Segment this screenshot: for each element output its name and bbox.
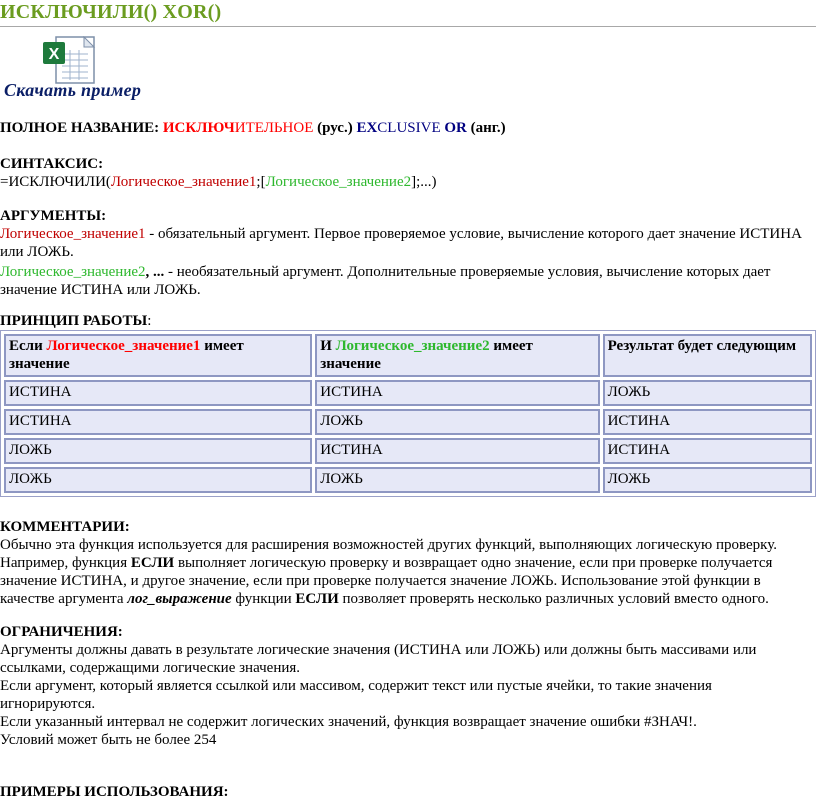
argument-2-dots: , ...: [145, 264, 165, 280]
syntax-arg1: Логическое_значение1: [110, 174, 257, 190]
full-name-ru-bold: ИСКЛЮЧ: [162, 120, 235, 136]
limit-line-4: Условий может быть не более 254: [0, 732, 217, 748]
truth-table-header: [4, 334, 812, 377]
limit-line-1: Аргументы должны давать в результате логические значения (ИСТИНА или ЛОЖЬ) или должны быть массивами или ссылками, содержащими логические значения.: [0, 642, 757, 676]
syntax-formula: [0, 173, 437, 191]
download-example-link[interactable]: Скачать пример: [4, 80, 142, 100]
argument-2-text: - необязательный аргумент. Дополнительные проверяемые условия, вычисление которых дает значение ИСТИНА или ЛОЖЬ.: [0, 264, 771, 298]
comments-part-2: выполняет логическую проверку и возвращает одно значение, если при проверке получается значение ИСТИНА, и другое значение, если при проверке получается значение ЛОЖЬ. Использование этой функции в качестве аргумента: [0, 555, 773, 607]
limit-line-2: Если аргумент, который является ссылкой или массивом, содержит текст или пустые ячейки, то такие значения игнорируются.: [0, 678, 712, 712]
examples-heading: ПРИМЕРЫ ИСПОЛЬЗОВАНИЯ:: [0, 784, 229, 800]
syntax-prefix: =ИСКЛЮЧИЛИ(: [0, 174, 111, 190]
table-cell: ИСТИНА: [603, 409, 812, 435]
comments-if-2: ЕСЛИ: [295, 591, 339, 607]
principle-heading: ПРИНЦИП РАБОТЫ: [0, 313, 148, 329]
header-1-pre: Если: [9, 338, 47, 354]
table-row: [4, 380, 812, 406]
argument-2-name: Логическое_значение2: [0, 264, 146, 280]
table-cell: ИСТИНА: [603, 438, 812, 464]
excel-file-icon[interactable]: [42, 36, 102, 86]
title-divider: [0, 26, 816, 27]
full-name-en-clusive: CLUSIVE: [377, 120, 441, 136]
header-1-name: Логическое_значение1: [46, 338, 201, 354]
table-cell: ИСТИНА: [4, 409, 312, 435]
limits-heading: ОГРАНИЧЕНИЯ:: [0, 624, 123, 640]
table-cell: ЛОЖЬ: [4, 467, 312, 493]
page-title: ИСКЛЮЧИЛИ() XOR(): [0, 1, 222, 23]
argument-1-text: - обязательный аргумент. Первое проверяемое условие, вычисление которого дает значение ИСТИНА или ЛОЖЬ.: [0, 226, 802, 260]
table-cell: ИСТИНА: [315, 380, 599, 406]
table-cell: ЛОЖЬ: [315, 467, 599, 493]
argument-1-description: [0, 225, 816, 261]
argument-2-description: [0, 263, 816, 299]
full-name-en-ex: EX: [356, 120, 378, 136]
comments-part-3: функции: [231, 591, 296, 607]
syntax-arg2: Логическое_значение2: [265, 174, 412, 190]
limit-line-3: Если указанный интервал не содержит логических значений, функция возвращает значение ошибки #ЗНАЧ!.: [0, 714, 697, 730]
principle-colon: :: [147, 313, 152, 329]
comments-if-1: ЕСЛИ: [130, 555, 175, 571]
header-2-name: Логическое_значение2: [335, 338, 490, 354]
table-header-cell: [4, 334, 312, 377]
arguments-heading: АРГУМЕНТЫ:: [0, 208, 107, 224]
principle-heading-line: [0, 312, 151, 330]
comments-section: [0, 518, 800, 608]
comments-heading: КОММЕНТАРИИ:: [0, 519, 130, 535]
full-name-en-or: OR: [444, 120, 467, 136]
header-2-post: имеет значение: [320, 338, 533, 372]
comments-part-1: Обычно эта функция используется для расширения возможностей других функций, выполняющих логическую проверку. Например, функция: [0, 537, 777, 571]
limits-section: [0, 623, 800, 749]
comments-part-4: позволяет проверять несколько различных условий вместо одного.: [338, 591, 769, 607]
full-name-en-suffix: (анг.): [470, 120, 506, 136]
table-cell: ЛОЖЬ: [315, 409, 599, 435]
table-cell: ЛОЖЬ: [603, 467, 812, 493]
table-row: [4, 467, 812, 493]
table-row: [4, 409, 812, 435]
table-cell: ЛОЖЬ: [603, 380, 812, 406]
table-cell: ИСТИНА: [315, 438, 599, 464]
comments-text: [0, 536, 800, 608]
arguments-section: [0, 207, 816, 299]
table-row: [4, 438, 812, 464]
table-cell: ИСТИНА: [4, 380, 312, 406]
table-header-cell: [315, 334, 599, 377]
syntax-heading: СИНТАКСИС:: [0, 156, 104, 172]
full-name-label: ПОЛНОЕ НАЗВАНИЕ:: [0, 120, 160, 136]
syntax-separator: ;[: [256, 174, 266, 190]
full-name-ru-rest: ИТЕЛЬНОЕ: [234, 120, 314, 136]
svg-text:X: X: [48, 46, 60, 63]
comments-argument: лог_выражение: [127, 591, 232, 607]
syntax-suffix: ];...): [411, 174, 437, 190]
argument-1-name: Логическое_значение1: [0, 226, 146, 242]
table-cell: ЛОЖЬ: [4, 438, 312, 464]
header-1-post: имеет значение: [9, 338, 244, 372]
table-header-cell: Результат будет следующим: [603, 334, 812, 377]
full-name-line: [0, 119, 506, 137]
full-name-ru-suffix: (рус.): [317, 120, 353, 136]
syntax-section: [0, 155, 437, 191]
header-2-pre: И: [320, 338, 336, 354]
truth-table: [0, 330, 816, 497]
